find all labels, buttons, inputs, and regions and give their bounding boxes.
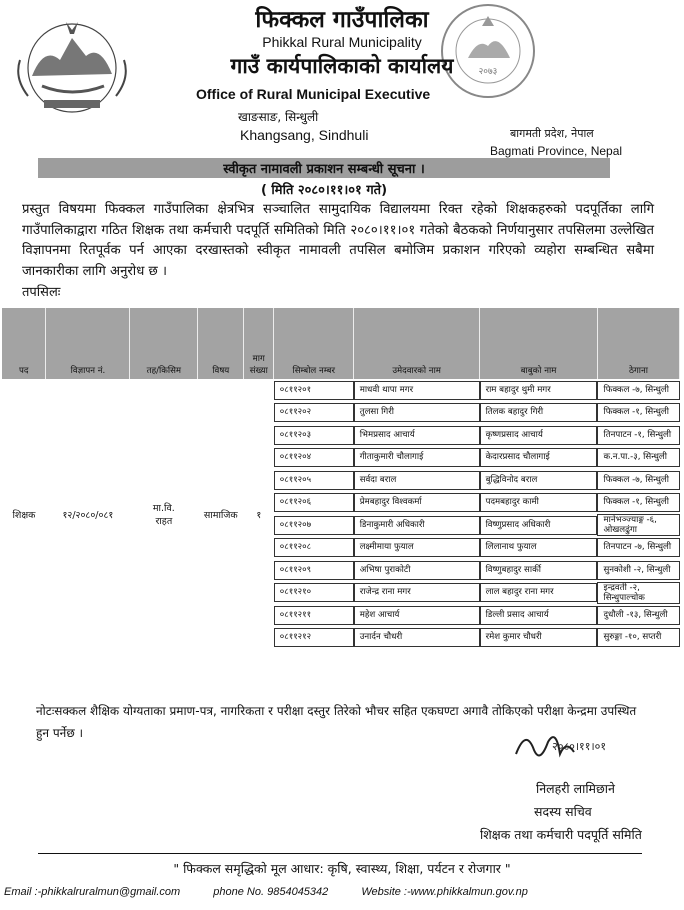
row-address: तिनपाटन -७, सिन्धुली [597,538,679,557]
row-father: तिलक बहादुर गिरी [480,403,598,422]
tapasil-label: तपसिलः [22,285,61,300]
row-name: महेश आचार्य [354,606,480,625]
row-address: सुनकोशी -२, सिन्धुली [597,561,679,580]
row-name: माधवी थापा मगर [354,381,480,400]
row-address: तिनपाटन -१, सिन्धुली [597,426,679,445]
signature-mark [512,724,622,768]
municipality-name-np: फिक्कल गाउँपालिका [255,7,429,33]
subject-cell: सामाजिक [203,509,238,521]
notice-body: प्रस्तुत विषयमा फिक्कल गाउँपालिका क्षेत्रभित्र सञ्चालित सामुदायिक विद्यालयमा रिक्त रहेको शिक्षकहरुको पदपूर्तिका लागि गाउँपालिकाद्वारा गठित शिक्षक तथा कर्मचारी पदपूर्ति समितिको मिति २०८०।११।०१ गतेको बैठकको निर्णयानुसार तपसिलमा उल्लेखित विज्ञापनमा रितपूर्वक पर्न आएका दरखास्तको स्वीकृत नामावली तपसिल बमोजिम प्रकाशन गरिएको व्यहोरा सम्बन्धित सबैमा जानकारीका लागि अनुरोध छ । [22,202,654,279]
note-text: नोटःसक्कल शैक्षिक योग्यताका प्रमाण-पत्र, नागरिकता र परीक्षा दस्तुर तिरेको भौचर सहित एकघण्टा अगावै तोकिएको परीक्षा केन्द्रमा उपस्थित हुन पर्नेछ । [36,704,637,740]
office-name-np: गाउँ कार्यपालिकाको कार्यालय [230,54,454,78]
address-np: खाङसाङ, सिन्धुली [238,110,319,124]
row-symbol: ०८११२०४ [274,448,354,467]
header-symbol: सिम्बोल नम्बर [274,308,354,379]
row-symbol: ०८११२१० [274,583,354,602]
row-name: डिनाकुमारी अधिकारी [354,516,480,535]
row-name: अभिषा पुराकोटी [354,561,480,580]
row-name: तुलसा गिरी [354,403,480,422]
row-address: फिक्कल -७, सिन्धुली [597,471,679,490]
row-name: गीताकुमारी चौलागाई [354,448,480,467]
row-address: इन्द्रवती -२, सिन्धुपाल्चोक [597,582,679,604]
row-address: सुरुङ्गा -१०, सप्तरी [597,628,679,647]
table-row [2,379,680,402]
header-post: पद [2,308,46,379]
header-candidate: उमेदवारको नाम [354,308,480,379]
row-name: प्रेमबहादुर विश्वकर्मा [354,493,480,512]
office-name-en: Office of Rural Municipal Executive [196,86,431,102]
row-symbol: ०८११२०९ [274,561,354,580]
row-symbol: ०८११२०५ [274,471,354,490]
row-name: भिमप्रसाद आचार्य [354,426,480,445]
row-father: डिल्ली प्रसाद आचार्य [480,606,598,625]
header-father: बाबुको नाम [480,308,598,379]
footer-website[interactable]: Website :-www.phikkalmun.gov.np [361,886,528,898]
footer-email[interactable]: Email :-phikkalruralmun@gmail.com [4,886,181,898]
row-father: रमेश कुमार चौधरी [480,628,598,647]
header-subject: विषय [198,308,244,379]
row-father: पदमबहादुर कामी [480,493,598,512]
notice-title: स्वीकृत नामावली प्रकाशन सम्बन्धी सूचना । [223,162,425,177]
signatory-title: सदस्य सचिव [534,804,592,819]
footer-contact [4,886,684,898]
province-np: बागमती प्रदेश, नेपाल [510,127,594,140]
row-father: विष्णुबहादुर सार्की [480,561,598,580]
notice-date: ( मिति २०८०।११।०१ गते) [260,183,388,198]
demand-cell: १ [256,509,262,521]
row-father: लाल बहादुर राना मगर [480,583,598,602]
row-name: उनार्दन चौधरी [354,628,480,647]
row-symbol: ०८११२०८ [274,538,354,557]
row-address: मानेभञ्ज्याङ्ग -६, ओखलढुंगा [597,514,679,536]
footer-slogan: " फिक्कल समृद्धिको मूल आधार: कृषि, स्वास्थ्य, शिक्षा, पर्यटन र रोजगार " [173,861,511,876]
adv-no-cell: १२/२०८०/०८१ [62,509,114,521]
row-father: बुद्धिविनोद बराल [480,471,598,490]
province-en: Bagmati Province, Nepal [490,144,623,158]
svg-text:२०७३: २०७३ [478,67,498,77]
row-address: क.न.पा.-३, सिन्धुली [597,448,679,467]
header-adv-no: विज्ञापन नं. [46,308,130,379]
row-address: दुधौली -१३, सिन्धुली [597,606,679,625]
header-level: तह/किसिम [130,308,198,379]
row-symbol: ०८११२११ [274,606,354,625]
header-demand: माग संख्या [244,308,274,379]
row-address: फिक्कल -१, सिन्धुली [597,403,679,422]
row-symbol: ०८११२०७ [274,516,354,535]
footer-divider [38,853,642,854]
row-father: कृष्णप्रसाद आचार्य [480,426,598,445]
approved-candidates-table [2,308,680,649]
row-father: लिलानाथ फुयाल [480,538,598,557]
row-symbol: ०८११२१२ [274,628,354,647]
row-address: फिक्कल -१, सिन्धुली [597,493,679,512]
row-father: राम बहादुर थुमी मगर [480,381,598,400]
committee-name: शिक्षक तथा कर्मचारी पदपूर्ति समिति [480,827,642,842]
footer-phone: phone No. 9854045342 [213,886,329,898]
row-symbol: ०८११२०३ [274,426,354,445]
municipality-name-en: Phikkal Rural Municipality [262,34,422,50]
table-header-row [2,308,680,379]
row-symbol: ०८११२०१ [274,381,354,400]
svg-text:२०८०।११।०१: २०८०।११।०१ [552,740,607,753]
row-father: केदारप्रसाद चौलागाई [480,448,598,467]
row-symbol: ०८११२०२ [274,403,354,422]
level-cell: मा.वि. राहत [152,503,175,527]
row-name: सर्वदा बराल [354,471,480,490]
header-address: ठेगाना [597,308,679,379]
signatory-name: निलहरी लामिछाने [536,781,615,796]
post-cell: शिक्षक [12,509,36,521]
row-name: राजेन्द्र राना मगर [354,583,480,602]
address-en: Khangsang, Sindhuli [240,127,369,143]
row-father: विष्णुप्रसाद अधिकारी [480,516,598,535]
row-symbol: ०८११२०६ [274,493,354,512]
row-address: फिक्कल -७, सिन्धुली [597,381,679,400]
row-name: लक्ष्मीमाया फुयाल [354,538,480,557]
